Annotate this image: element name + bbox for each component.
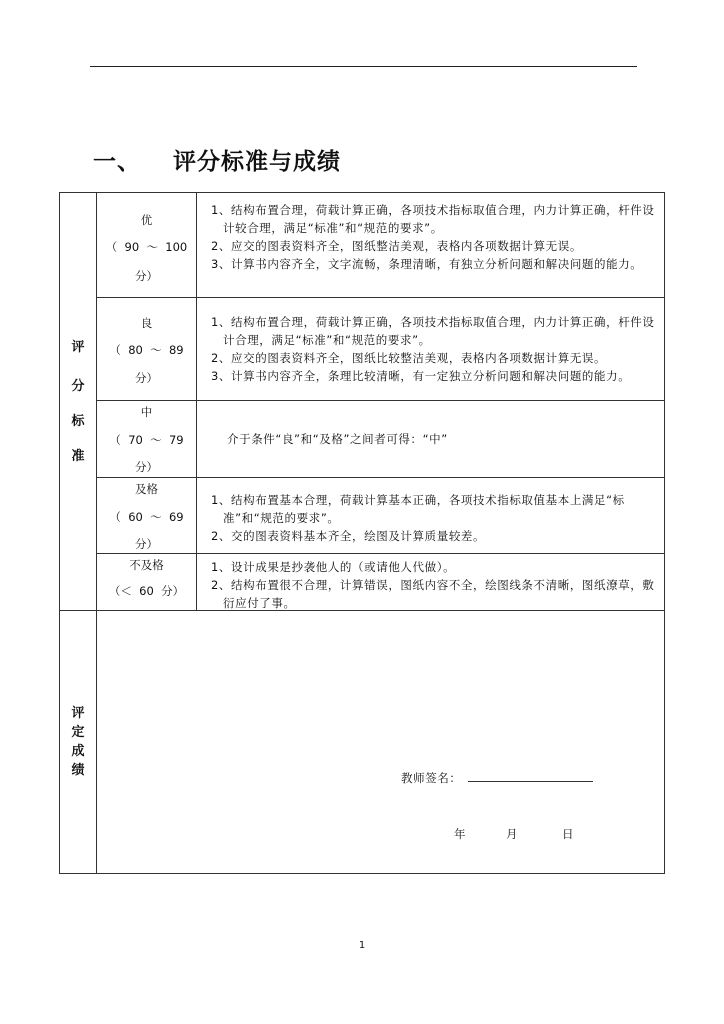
teacher-signature-line[interactable]: [468, 781, 593, 782]
grade-average-criteria: [196, 400, 665, 478]
result-label-char: 评: [71, 706, 85, 721]
criteria-line: 2、应交的图表资料齐全，图纸整洁美观，表格内各项数据计算无误。: [211, 239, 582, 253]
criteria-label-cell: [59, 192, 97, 611]
teacher-signature-label: 教师签名：: [401, 771, 462, 785]
grade-range: （ 80 ～ 89: [109, 342, 184, 357]
criteria-line: 1、结构布置合理，荷载计算正确，各项技术指标取值合理，内力计算正确，杆件设计合理，满足“标准”和“规范的要求”。: [211, 315, 655, 347]
grade-name: 优: [140, 213, 153, 227]
date-day: 日: [562, 827, 575, 841]
grade-range: （ 60 ～ 69: [109, 509, 184, 524]
criteria-line: 1、结构布置基本合理，荷载计算基本正确，各项技术指标取值基本上满足“标准”和“规范的要求”。: [211, 493, 625, 525]
criteria-line: 2、结构布置很不合理，计算错误，图纸内容不全，绘图线条不清晰，图纸潦草，敷衍应付了事。: [211, 578, 655, 610]
criteria-line: 2、应交的图表资料齐全，图纸比较整洁美观，表格内各项数据计算无误。: [211, 351, 607, 365]
result-label-char: 绩: [71, 763, 85, 778]
criteria-line: 1、设计成果是抄袭他人的（或请他人代做）。: [211, 560, 456, 574]
grade-name: 良: [140, 316, 153, 330]
grade-range: （ 70 ～ 79: [109, 432, 184, 447]
criteria-text: 介于条件“良”和“及格”之间者可得：“中”: [227, 432, 448, 446]
grade-pass-cell: [96, 477, 197, 554]
grade-good-cell: [96, 297, 197, 401]
criteria-line: 1、结构布置合理，荷载计算正确，各项技术指标取值合理，内力计算正确，杆件设计较合理，满足“标准”和“规范的要求”。: [211, 203, 655, 235]
criteria-line: 2、交的图表资料基本齐全，绘图及计算质量较差。: [211, 529, 486, 543]
grade-excellent-cell: [96, 192, 197, 298]
grade-unit: 分）: [135, 371, 158, 385]
header-rule: [90, 66, 637, 67]
date-year: 年: [454, 827, 467, 841]
result-label-cell: [59, 610, 97, 874]
section-title: 评分标准与成绩: [173, 148, 341, 175]
criteria-label-char: 标: [71, 413, 85, 429]
result-label-char: 成: [71, 744, 85, 759]
grade-good-criteria: [196, 297, 665, 401]
date-month: 月: [506, 827, 519, 841]
grade-fail-criteria: [196, 553, 665, 611]
grade-pass-criteria: [196, 477, 665, 554]
grade-name: 中: [140, 405, 153, 419]
grade-fail-cell: [96, 553, 197, 611]
section-number: 一、: [93, 148, 141, 175]
section-heading: [93, 144, 341, 174]
result-label-char: 定: [71, 725, 85, 740]
grade-range: （＜ 60 分）: [108, 583, 185, 598]
criteria-label-char: 分: [71, 378, 85, 394]
grade-excellent-criteria: [196, 192, 665, 298]
result-area: [96, 610, 665, 874]
criteria-label-char: 准: [71, 448, 85, 464]
grade-range: （ 90 ～ 100: [105, 239, 188, 254]
grade-unit: 分）: [135, 460, 158, 474]
grade-name: 及格: [135, 482, 158, 496]
page-number: 1: [358, 940, 366, 951]
criteria-line: 3、计算书内容齐全，条理比较清晰，有一定独立分析问题和解决问题的能力。: [211, 369, 631, 383]
grade-unit: 分）: [135, 537, 158, 551]
grade-name: 不及格: [129, 558, 164, 572]
criteria-line: 3、计算书内容齐全，文字流畅，条理清晰，有独立分析问题和解决问题的能力。: [211, 257, 643, 271]
criteria-label-char: 评: [71, 339, 85, 355]
grade-average-cell: [96, 400, 197, 478]
grade-unit: 分）: [135, 269, 158, 283]
